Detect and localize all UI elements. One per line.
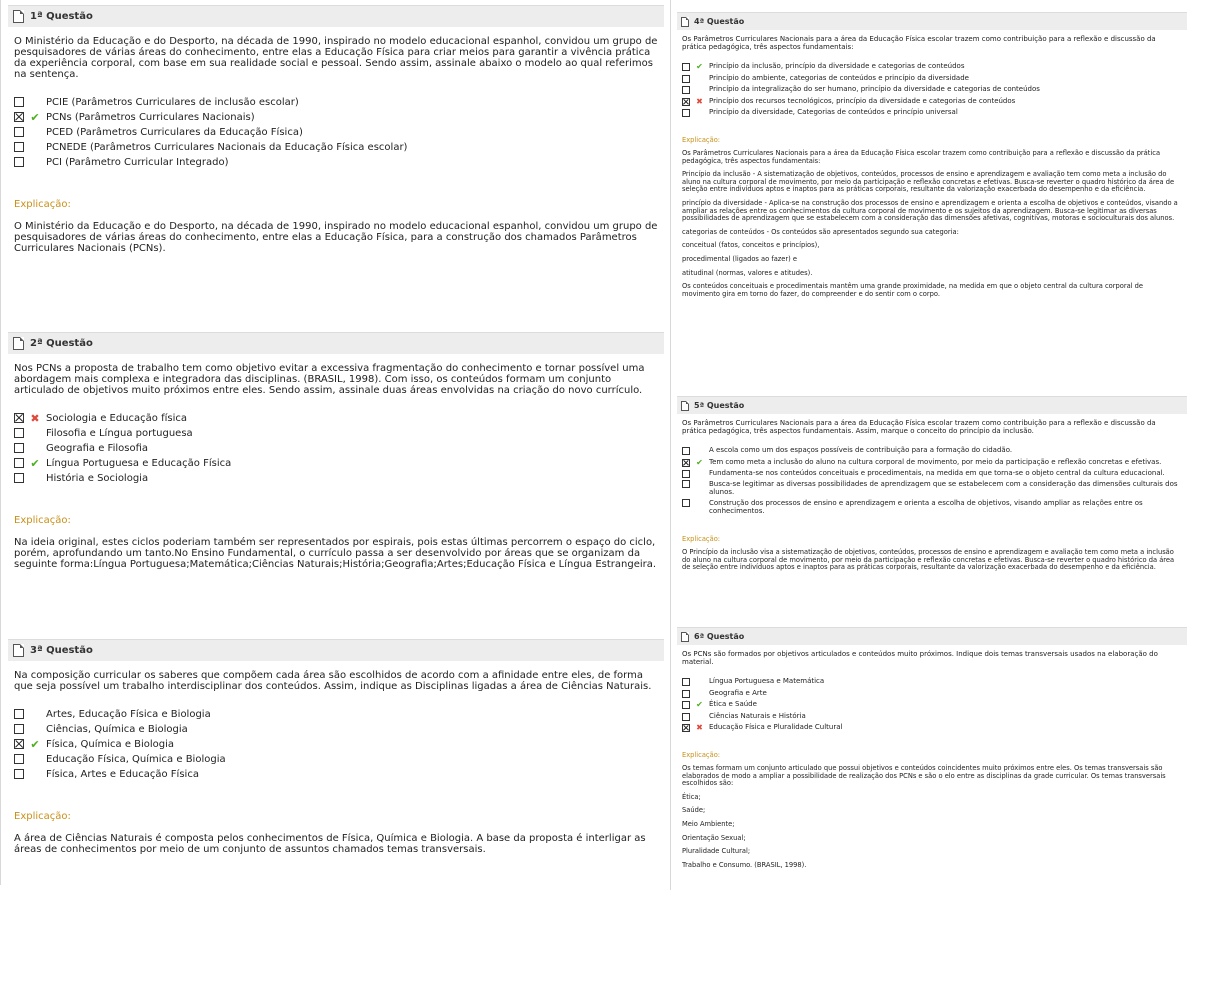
answer-option [14,95,664,110]
answer-checkbox[interactable] [682,690,690,698]
answer-checkbox[interactable] [682,701,690,709]
explanation-paragraph: Pluralidade Cultural; [682,847,751,856]
question-5 [677,396,1187,578]
answer-option [14,752,664,767]
answer-checkbox[interactable] [682,713,690,721]
answer-option [682,73,1187,85]
answer-checkbox[interactable] [682,109,690,117]
explanation-paragraph: Trabalho e Consumo. (BRASIL, 1998). [682,860,807,869]
document-icon [681,401,689,411]
answer-checkbox[interactable] [682,470,690,478]
question-title: 3ª Questão [30,645,93,656]
document-icon [681,632,689,642]
question-statement: Os Parâmetros Curriculares Nacionais para a área da Educação Física escolar trazem como contribuição para a reflexão e discussão da prática pedagógica, três aspectos fundamentais: [682,35,1156,51]
answer-label[interactable]: PCNs (Parâmetros Curriculares Nacionais) [46,112,255,123]
question-header [677,12,1187,30]
explanation-title: Explicação: [14,199,71,210]
answer-checkbox[interactable] [14,97,24,107]
answer-checkbox[interactable] [14,724,24,734]
answer-checkbox[interactable] [682,678,690,686]
answer-option [14,456,664,471]
answer-label[interactable]: Tem como meta a inclusão do aluno na cultura corporal de movimento, por meio da participação e reflexão concretas e efetivas. [709,457,1162,466]
answer-label[interactable]: Sociologia e Educação física [46,413,187,424]
answer-label[interactable]: Princípio do ambiente, categorias de conteúdos e princípio da diversidade [709,73,969,82]
cross-icon: ✖ [696,723,703,732]
answer-label[interactable]: PCI (Parâmetro Curricular Integrado) [46,157,229,168]
answer-option [682,711,1187,723]
question-header [677,627,1187,645]
answer-label[interactable]: Filosofia e Língua portuguesa [46,428,193,439]
explanation-paragraph: Os conteúdos conceituais e procedimentais mantêm uma grande proximidade, na medida em que o objeto central da cultura corporal de movimento gira em torno do fazer, do compreender e do sentir com o corpo. [682,282,1144,298]
options-list [8,692,664,782]
explanation [8,199,664,254]
question-title: 6ª Questão [694,632,745,641]
question-2 [8,332,664,570]
answer-label[interactable]: Princípio dos recursos tecnológicos, princípio da diversidade e categorias de conteúdos [709,96,1016,105]
explanation-title: Explicação: [14,811,71,822]
explanation [8,515,664,570]
answer-option [682,722,1187,734]
answer-option [14,155,664,170]
document-icon [13,644,24,657]
explanation [677,137,1187,299]
answer-checkbox[interactable] [14,769,24,779]
answer-label[interactable]: Busca-se legitimar as diversas possibilidades de aprendizagem que se estabelecem com a consideração das dimensões culturais dos alunos. [709,479,1178,496]
answer-option [14,110,664,125]
cross-icon: ✖ [30,412,40,425]
explanation-paragraph: conceitual (fatos, conceitos e princípios), [682,241,820,250]
answer-label[interactable]: Geografia e Filosofia [46,443,148,454]
answer-checkbox[interactable] [14,709,24,719]
answer-label[interactable]: Educação Física e Pluralidade Cultural [709,723,843,731]
answer-label[interactable]: Princípio da integralização do ser humano, princípio da diversidade e categorias de conteúdos [709,85,1040,93]
answer-label[interactable]: Geografia e Arte [709,688,767,697]
answer-label[interactable]: PCED (Parâmetros Curriculares da Educação Física) [46,127,303,138]
explanation-paragraph: procedimental (ligados ao fazer) e [682,255,798,264]
answer-label[interactable]: Artes, Educação Física e Biologia [46,709,211,720]
question-1 [8,5,664,254]
check-icon: ✔ [696,62,703,71]
question-title: 2ª Questão [30,338,93,349]
answer-checkbox[interactable] [14,754,24,764]
answer-option [682,499,1187,518]
explanation-title: Explicação: [14,515,71,526]
answer-label[interactable]: Fundamenta-se nos conteúdos conceituais e procedimentais, na medida em que torna-se o objeto central da cultura educacional. [709,469,1165,477]
options-list [677,51,1187,119]
answer-label[interactable]: Princípio da diversidade, Categorias de conteúdos e princípio universal [709,108,958,116]
answer-label[interactable]: Língua Portuguesa e Educação Física [46,458,232,469]
explanation [677,536,1187,572]
question-statement: Os PCNs são formados por objetivos articulados e conteúdos muito próximos. Indique dois temas transversais usados na elaboração do material. [682,650,1158,666]
answer-label[interactable]: Construção dos processos de ensino e aprendizagem e orienta a escolha de objetivos, visando ampliar as relações entre os conhecimentos. [709,498,1143,515]
answer-checkbox[interactable] [14,413,24,423]
answer-label[interactable]: Educação Física, Química e Biologia [46,754,226,765]
explanation-paragraph: atitudinal (normas, valores e atitudes). [682,268,813,277]
explanation-paragraph: Meio Ambiente; [682,820,735,829]
answer-checkbox[interactable] [682,499,690,507]
answer-checkbox[interactable] [14,458,24,468]
answer-checkbox[interactable] [14,739,24,749]
answer-label[interactable]: História e Sociologia [46,473,149,484]
question-4 [677,12,1187,304]
explanation-paragraph: Orientação Sexual; [682,833,746,842]
answer-option [682,676,1187,688]
answer-option [14,767,664,782]
document-icon [13,337,24,350]
document-icon [681,17,689,27]
answer-option [14,707,664,722]
check-icon: ✔ [696,700,703,709]
answer-option [14,737,664,752]
explanation-paragraph: Ética; [682,792,701,801]
explanation-title: Explicação: [682,135,721,144]
answer-checkbox[interactable] [682,75,690,83]
answer-option [682,96,1187,108]
answer-option [682,468,1187,480]
answer-option [682,84,1187,96]
check-icon: ✔ [696,457,703,467]
answer-checkbox[interactable] [682,724,690,732]
question-3 [8,639,664,855]
question-statement: Nos PCNs a proposta de trabalho tem como objetivo evitar a excessiva fragmentação do conhecimento e tornar possível uma abordagem mais complexa e integradora das disciplinas. (BRASIL, 1998). Com isso, os conteúdos formam um conjunto articulado de objetivos muito próximos entre eles. Sendo assim, assinale duas áreas envolvidas na criação do novo currículo. [14,363,645,396]
explanation-paragraph: Princípio da inclusão - A sistematização de objetivos, conteúdos, processos de ensino e aprendizagem e avaliação tem como meta a inclusão do aluno na cultura corporal de movimento, por meio da participação e reflexão concretas e efetivas. Busca-se reverter o quadro histórico da área de seleção entre indivíduos aptos e inaptos para as práticas corporais, resultante da valorização exacerbada do desempenho e da eficiência. [682,170,1175,194]
question-statement: Na composição curricular os saberes que compõem cada área são escolhidos de acordo com a afinidade entre eles, de forma que seja possível um trabalho interdisciplinar dos conteúdos. Assim, indique as Disciplinas ligadas a área de Ciências Naturais. [14,670,652,692]
check-icon: ✔ [30,738,40,751]
column-divider [670,0,671,890]
answer-option [682,61,1187,73]
answer-checkbox[interactable] [682,447,690,455]
explanation [677,752,1187,870]
explanation-title: Explicação: [682,534,721,543]
answer-checkbox[interactable] [14,428,24,438]
question-title: 4ª Questão [694,17,745,26]
question-header [8,5,664,27]
answer-option [14,426,664,441]
question-header [677,396,1187,414]
options-list [8,80,664,170]
explanation [8,811,664,855]
answer-checkbox[interactable] [14,112,24,122]
answer-label[interactable]: Princípio da inclusão, princípio da diversidade e categorias de conteúdos [709,62,965,70]
answer-option [682,688,1187,700]
question-statement: Os Parâmetros Curriculares Nacionais para a área da Educação Física escolar trazem como contribuição para a reflexão e discussão da prática pedagógica, três aspectos fundamentais. Assim, marque o conceito do princípio da inclusão. [682,419,1156,435]
explanation-paragraph: Os Parâmetros Curriculares Nacionais para a área da Educação Física escolar trazem como contribuição para a reflexão e discussão da prática pedagógica, três aspectos fundamentais: [682,149,1161,165]
answer-label[interactable]: PCIE (Parâmetros Curriculares de inclusão escolar) [46,97,299,108]
question-title: 1ª Questão [30,11,93,22]
answer-checkbox[interactable] [14,443,24,453]
answer-checkbox[interactable] [682,459,690,467]
explanation-paragraph: Saúde; [682,806,706,815]
answer-checkbox[interactable] [682,480,690,488]
explanation-paragraph: A área de Ciências Naturais é composta pelos conhecimentos de Física, Química e Biologia. A base da proposta é interligar as áreas de conhecimentos por meio de um conjunto de assuntos chamados temas transversais. [14,833,646,855]
answer-option [14,125,664,140]
answer-checkbox[interactable] [682,98,690,106]
explanation-title: Explicação: [682,750,721,759]
answer-label[interactable]: Ciências Naturais e História [709,711,806,720]
answer-checkbox[interactable] [14,142,24,152]
explanation-paragraph: princípio da diversidade - Aplica-se na construção dos processos de ensino e aprendizagem e orienta a escolha de objetivos e conteúdos, visando a ampliar as relações entre os conhecimentos da cultura corporal de movimento e os sujeitos da aprendizagem. Busca-se legitimar as diversas possibilidades de aprendizagem que se estabelecem com a consideração das dimensões afetivas, cognitivas, motoras e socioculturais dos alunos. [682,199,1178,223]
answer-option [682,457,1187,469]
answer-option [14,722,664,737]
answer-label[interactable]: Física, Química e Biologia [46,739,175,750]
explanation-paragraph: categorias de conteúdos - Os conteúdos são apresentados segundo sua categoria: [682,227,959,236]
question-6 [677,627,1187,875]
explanation-paragraph: O Ministério da Educação e do Desporto, na década de 1990, inspirado no modelo educacional espanhol, convidou um grupo de pesquisadores de várias áreas do conhecimento, entre elas a Educação Física, para a construção dos chamados Parâmetros Curriculares Nacionais (PCNs). [14,221,658,254]
answer-checkbox[interactable] [682,86,690,94]
answer-option [14,441,664,456]
question-header [8,639,664,661]
options-list [8,396,664,486]
question-title: 5ª Questão [694,401,745,410]
answer-label[interactable]: Língua Portuguesa e Matemática [709,677,825,685]
answer-label[interactable]: A escola como um dos espaços possíveis de contribuição para a formação do cidadão. [709,446,1013,454]
explanation-paragraph: O Princípio da inclusão visa a sistematização de objetivos, conteúdos, processos de ensino e aprendizagem e avaliação tem como meta a inclusão do aluno na cultura corporal de movimento, por meio da participação e reflexão concretas e efetivas. Busca-se reverter o quadro histórico da área de seleção entre indivíduos aptos e inaptos para as práticas corporais, resultante da valorização exacerbada do desempenho e da eficiência. [682,548,1175,572]
check-icon: ✔ [30,457,40,470]
cross-icon: ✖ [696,96,703,106]
answer-option [14,471,664,486]
check-icon: ✔ [30,111,40,124]
document-icon [13,10,24,23]
question-statement: O Ministério da Educação e do Desporto, na década de 1990, inspirado no modelo educacional espanhol, convidou um grupo de pesquisadores de várias áreas do conhecimento, entre elas a Educação Física para criar meios para garantir a vivência prática da experiência corporal, com base em sua realidade social e pessoal. Sendo assim, assinale abaixo o modelo ao qual referimos na sentença. [14,36,658,80]
options-list [677,666,1187,734]
answer-option [14,411,664,426]
answer-checkbox[interactable] [682,63,690,71]
answer-label[interactable]: Ética e Saúde [709,700,757,708]
explanation-paragraph: Na ideia original, estes ciclos poderiam também ser representados por espirais, pois estas últimas percorrem o espaço do ciclo, porém, aprofundando um tanto.No Ensino Fundamental, o currículo passa a ser desenvolvido por áreas que se organizam da seguinte forma:Língua Portuguesa;Matemática;Ciências Naturais;História;Geografia;Artes;Educação Física e Língua Estrangeira. [14,537,657,570]
answer-option [682,445,1187,457]
left-border [0,0,1,885]
options-list [677,435,1187,518]
explanation-paragraph: Os temas formam um conjunto articulado que possui objetivos e conteúdos coincidentes muito próximos entre eles. Os temas transversais são elaborados de modo a ampliar a possibilidade de realização dos PCNs e são o elo entre as disciplinas da grade curricular. Os temas transversais escolhidos são: [682,764,1166,788]
answer-label[interactable]: PCNEDE (Parâmetros Curriculares Nacionais da Educação Física escolar) [46,142,408,153]
answer-option [682,107,1187,119]
answer-checkbox[interactable] [14,127,24,137]
answer-label[interactable]: Física, Artes e Educação Física [46,769,199,780]
answer-option [14,140,664,155]
answer-option [682,480,1187,499]
answer-option [682,699,1187,711]
answer-checkbox[interactable] [14,157,24,167]
answer-checkbox[interactable] [14,473,24,483]
answer-label[interactable]: Ciências, Química e Biologia [46,724,188,735]
question-header [8,332,664,354]
